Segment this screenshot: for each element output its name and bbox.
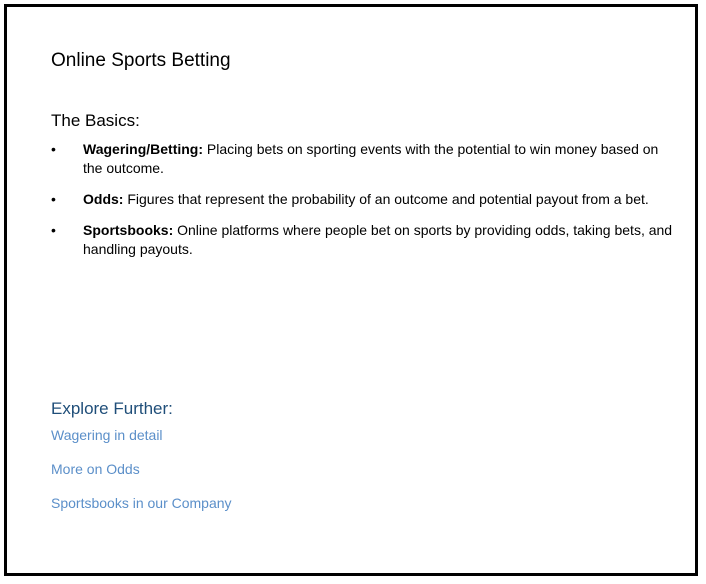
basics-heading: The Basics: bbox=[51, 111, 140, 130]
term-definition: Placing bets on sporting events with the potential to win money based on the outcome. bbox=[83, 141, 659, 176]
odds-link[interactable]: More on Odds bbox=[51, 461, 140, 477]
page-title: Online Sports Betting bbox=[51, 50, 231, 71]
list-item bbox=[51, 221, 676, 259]
term-label: Sportsbooks: bbox=[83, 222, 174, 238]
link-list-item bbox=[51, 494, 232, 528]
link-list-item bbox=[51, 460, 232, 494]
list-item bbox=[51, 190, 676, 209]
bullet-icon: • bbox=[51, 141, 56, 157]
explore-links bbox=[51, 426, 232, 528]
bullet-icon: • bbox=[51, 191, 56, 207]
page-frame bbox=[4, 4, 698, 576]
bullet-icon: • bbox=[51, 222, 56, 238]
wagering-link[interactable]: Wagering in detail bbox=[51, 427, 163, 443]
term-definition: Online platforms where people bet on sports by providing odds, taking bets, and handling payouts. bbox=[83, 222, 673, 257]
term-label: Wagering/Betting: bbox=[83, 141, 204, 157]
term-definition: Figures that represent the probability of an outcome and potential payout from a bet. bbox=[123, 191, 649, 207]
explore-heading: Explore Further: bbox=[51, 399, 173, 418]
sportsbooks-link[interactable]: Sportsbooks in our Company bbox=[51, 495, 232, 511]
list-item bbox=[51, 140, 676, 178]
link-list-item bbox=[51, 426, 232, 460]
term-label: Odds: bbox=[83, 191, 124, 207]
basics-list bbox=[51, 140, 676, 271]
